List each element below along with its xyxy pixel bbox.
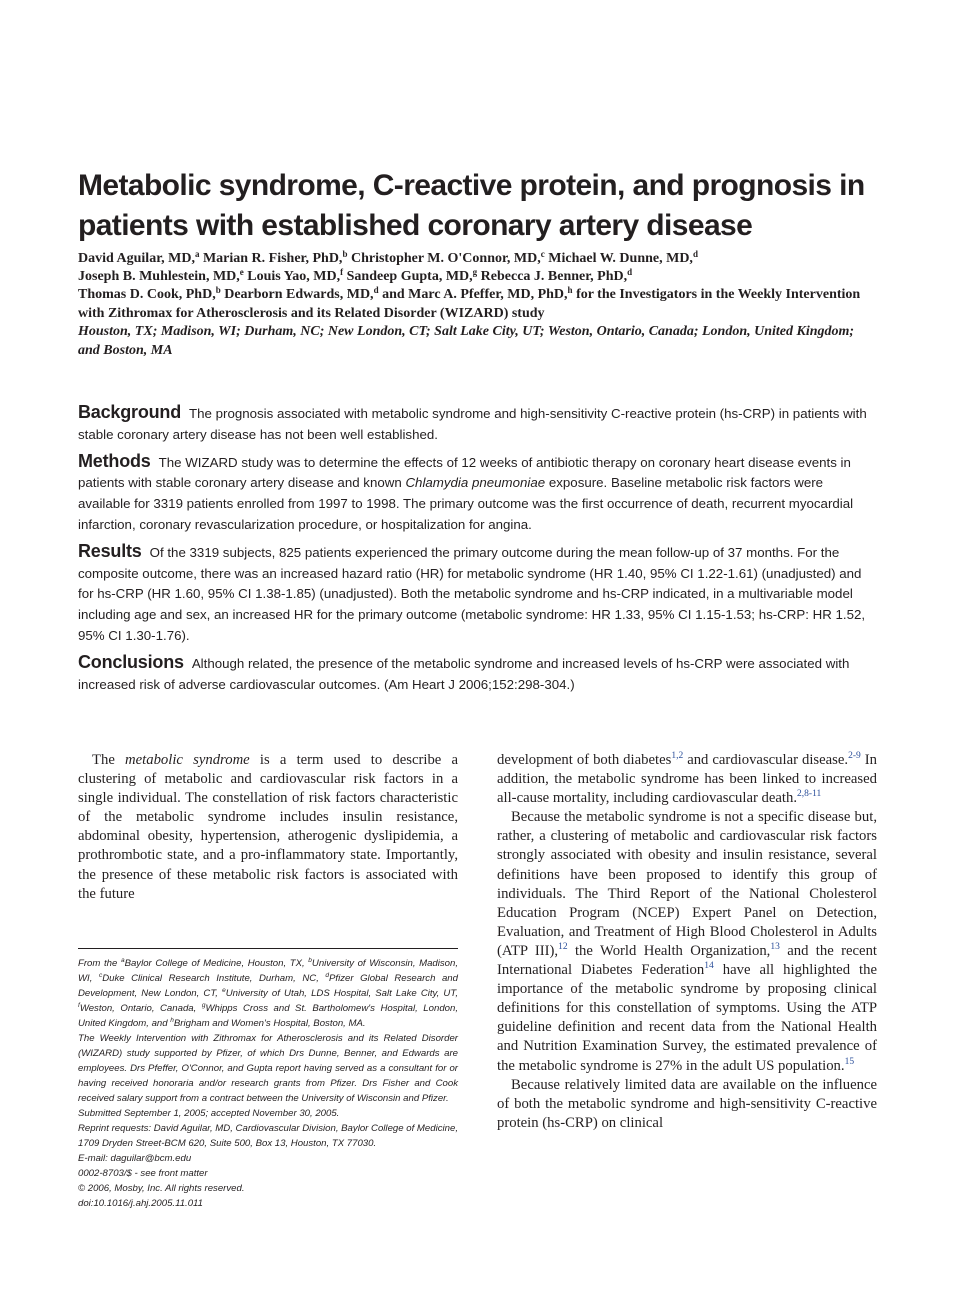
body-paragraph: [497, 751, 877, 808]
affiliation-mark: e: [222, 987, 226, 994]
affiliation-mark: b: [308, 957, 312, 964]
body-text: and cardiovascular disease.: [687, 752, 849, 768]
author: Dearborn Edwards, MD,: [224, 287, 374, 303]
affiliation-mark: h: [170, 1017, 174, 1024]
body-paragraph: Because relatively limited data are available on the influence of both the metabolic syndrome and high-sensitivity C-reactive protein (hs-CRP) on clinical: [497, 1076, 877, 1131]
author: Christopher M. O'Connor, MD,: [350, 251, 541, 266]
author-list: [78, 250, 878, 323]
abstract-conclusions: [78, 652, 878, 696]
abstract: [78, 402, 878, 700]
affiliation: Whipps Cross and St. Bartholomew's Hospital, London, United Kingdom, and: [78, 1003, 458, 1029]
affiliation-mark: g: [201, 1002, 206, 1009]
body-paragraph: [497, 808, 877, 1075]
author: Rebecca J. Benner, PhD,: [480, 269, 628, 285]
abstract-heading: Results: [78, 540, 142, 561]
body-text: the World Health Organization,: [574, 942, 771, 959]
submission-dates: Submitted September 1, 2005; accepted November 30, 2005.: [78, 1108, 340, 1119]
abstract-results: [78, 541, 878, 647]
reprint-requests: Reprint requests: David Aguilar, MD, Cardiovascular Division, Baylor College of Medicine, 1709 Dryden Street-BCM 620, Suite 500, Box 13, Houston, TX 77030.: [78, 1123, 458, 1149]
affiliation-mark: h: [567, 285, 573, 296]
author: Thomas D. Cook, PhD,: [78, 287, 216, 303]
affiliation-mark: d: [373, 285, 379, 296]
affiliation: Weston, Ontario, Canada,: [79, 1003, 197, 1014]
affiliation-mark: c: [98, 972, 103, 979]
organism-name: Chlamydia pneumoniae: [405, 475, 546, 491]
body-text: Because the metabolic syndrome is not a specific disease but, rather, a clustering of metabolic and cardiovascular risk factors strongly associated with obesity and insulin resistance, several definitions have been proposed to identify this group of individuals. The Third Report of the National Cholesterol Education Program (NCEP) Expert Panel on Detection, Evaluation, and Treatment of High Blood Cholesterol in Adults (ATP III),: [497, 809, 877, 959]
abstract-heading: Conclusions: [78, 651, 184, 672]
footnote-text: From the: [78, 958, 118, 969]
reference-link[interactable]: 2-9: [848, 751, 861, 761]
abstract-text: Although related, the presence of the metabolic syndrome and increased levels of hs-CRP were associated with increased risk of adverse cardiovascular outcomes. (Am Heart J 2006;152:298-304.): [78, 655, 850, 692]
reference-link[interactable]: 12: [558, 941, 568, 952]
body-text: is a term used to describe a clustering of metabolic and cardiovascular risk factors in a single individual. The constellation of risk factors characteristic of the metabolic syndrome includes insulin resistance, abdominal obesity, hypertension, atherogenic dyslipidemia, a prothrombotic state, and a pro-inflammatory state. Importantly, the presence of these metabolic risk factors is associated with the future: [78, 752, 459, 902]
body-column-left: [78, 751, 458, 904]
abstract-text: exposure. Baseline metabolic risk factors were available for 3319 patients enrolled from 1997 to 1998. The primary outcome was the first occurrence of death, recurrent myocardial infarction, coronary revascularization procedure, or hospitalization for angina.: [78, 475, 854, 532]
copyright-line: © 2006, Mosby, Inc. All rights reserved.: [78, 1183, 245, 1194]
abstract-heading: Methods: [78, 450, 151, 471]
author-locations: Houston, TX; Madison, WI; Durham, NC; New London, CT; Salt Lake City, UT; Weston, Ontario, Canada; London, United Kingdom; and Boston, MA: [78, 324, 855, 358]
author: Michael W. Dunne, MD,: [548, 251, 693, 266]
affiliation-mark: a: [120, 957, 125, 964]
abstract-background: [78, 402, 878, 446]
body-paragraph: [78, 751, 458, 904]
issn-line: 0002-8703/$ - see front matter: [78, 1168, 208, 1179]
body-column-right: [497, 751, 877, 1133]
affiliation: Brigham and Women's Hospital, Boston, MA.: [173, 1018, 366, 1029]
body-text: development of both diabetes: [497, 752, 672, 768]
doi-link[interactable]: doi:10.1016/j.ahj.2005.11.011: [78, 1198, 204, 1209]
affiliation-mark: b: [342, 249, 348, 259]
author: Marian R. Fisher, PhD,: [202, 251, 343, 266]
reference-link[interactable]: 1,2: [671, 751, 684, 761]
affiliation-mark: g: [472, 267, 478, 278]
affiliation-mark: d: [692, 249, 698, 259]
author: Sandeep Gupta, MD,: [346, 269, 473, 285]
affiliation-mark: f: [340, 267, 344, 278]
term-emphasis: metabolic syndrome: [125, 752, 250, 768]
footnotes: [78, 956, 458, 1211]
abstract-text: Of the 3319 subjects, 825 patients experienced the primary outcome during the mean follow-up of 37 months. For the composite outcome, there was an increased hazard ratio (HR) for metabolic syndrome (HR 1.40, 95% CI 1.22-1.61) (unadjusted) and for hs-CRP (HR 1.60, 95% CI 1.38-1.85) (unadjusted). Both the metabolic syndrome and hs-CRP indicated, in a multivariable model including age and sex, an increased HR for the primary outcome (metabolic syndrome: HR 1.33, 95% CI 1.15-1.53; hs-CRP: HR 1.52, 95% CI 1.30-1.76).: [78, 544, 866, 643]
reference-link[interactable]: 13: [770, 941, 780, 952]
affiliations-footnote: [78, 956, 458, 1031]
affiliation: Baylor College of Medicine, Houston, TX,: [124, 958, 305, 969]
abstract-text: The WIZARD study was to determine the effects of 12 weeks of antibiotic therapy on coronary heart disease events in patients with stable coronary artery disease and known: [78, 454, 851, 491]
reference-link[interactable]: 2,8-11: [797, 789, 822, 800]
investigator-group: for the Investigators in the Weekly Intervention with Zithromax for Atherosclerosis and its Related Disorder (WIZARD) study: [78, 287, 861, 321]
affiliation: University of Wisconsin, Madison, WI,: [78, 958, 459, 984]
abstract-text: The prognosis associated with metabolic syndrome and high-sensitivity C-reactive protein (hs-CRP) in patients with stable coronary artery disease has not been well established.: [78, 406, 867, 442]
affiliation: University of Utah, LDS Hospital, Salt Lake City, UT,: [225, 988, 458, 999]
affiliation-mark: c: [540, 249, 545, 259]
reference-link[interactable]: 14: [704, 961, 714, 972]
reference-link[interactable]: 15: [844, 1056, 855, 1067]
affiliation-mark: f: [78, 1002, 80, 1009]
abstract-methods: [78, 451, 878, 536]
author: David Aguilar, MD,: [78, 251, 195, 266]
affiliation: Duke Clinical Research Institute, Durham, NC,: [102, 973, 319, 984]
contact-email[interactable]: E-mail: daguilar@bcm.edu: [78, 1153, 192, 1164]
footnote-divider: [78, 948, 458, 949]
abstract-heading: Background: [78, 402, 182, 422]
affiliation-mark: e: [239, 267, 244, 278]
body-text: In addition, the metabolic syndrome has been linked to increased all-cause mortality, including cardiovascular death.: [497, 752, 878, 807]
author: Joseph B. Muhlestein, MD,: [78, 269, 240, 285]
affiliation-mark: b: [215, 285, 221, 296]
affiliation-mark: a: [194, 249, 200, 259]
affiliation: Pfizer Global Research and Development, New London, CT,: [78, 973, 458, 999]
author: Louis Yao, MD,: [247, 269, 341, 285]
funding-footnote: The Weekly Intervention with Zithromax for Atherosclerosis and its Related Disorder (WIZARD) study supported by Pfizer, of which Drs Dunne, Benner, and Edwards are employees. Drs Pfeffer, O'Connor, and Gupta report having served as a consultant for or having received honoraria and/or research grants from Pfizer. Drs Fisher and Cook received salary support from a contract between the University of Wisconsin and Pfizer.: [78, 1033, 458, 1104]
article-title: Metabolic syndrome, C-reactive protein, and prognosis in patients with established coronary artery disease: [78, 169, 865, 242]
author: and Marc A. Pfeffer, MD, PhD,: [382, 287, 568, 303]
body-text: have all highlighted the importance of the metabolic syndrome by proposing clinical definitions for this constellation of symptoms. Using the ATP guideline definition and recent data from the National Health and Nutrition Examination Survey, the estimated prevalence of the metabolic syndrome is 27% in the adult US population.: [497, 962, 877, 1074]
body-text: The: [92, 752, 115, 768]
body-text: and the recent International Diabetes Federation: [497, 942, 877, 979]
affiliation-mark: d: [627, 267, 633, 278]
affiliation-mark: d: [325, 972, 330, 979]
